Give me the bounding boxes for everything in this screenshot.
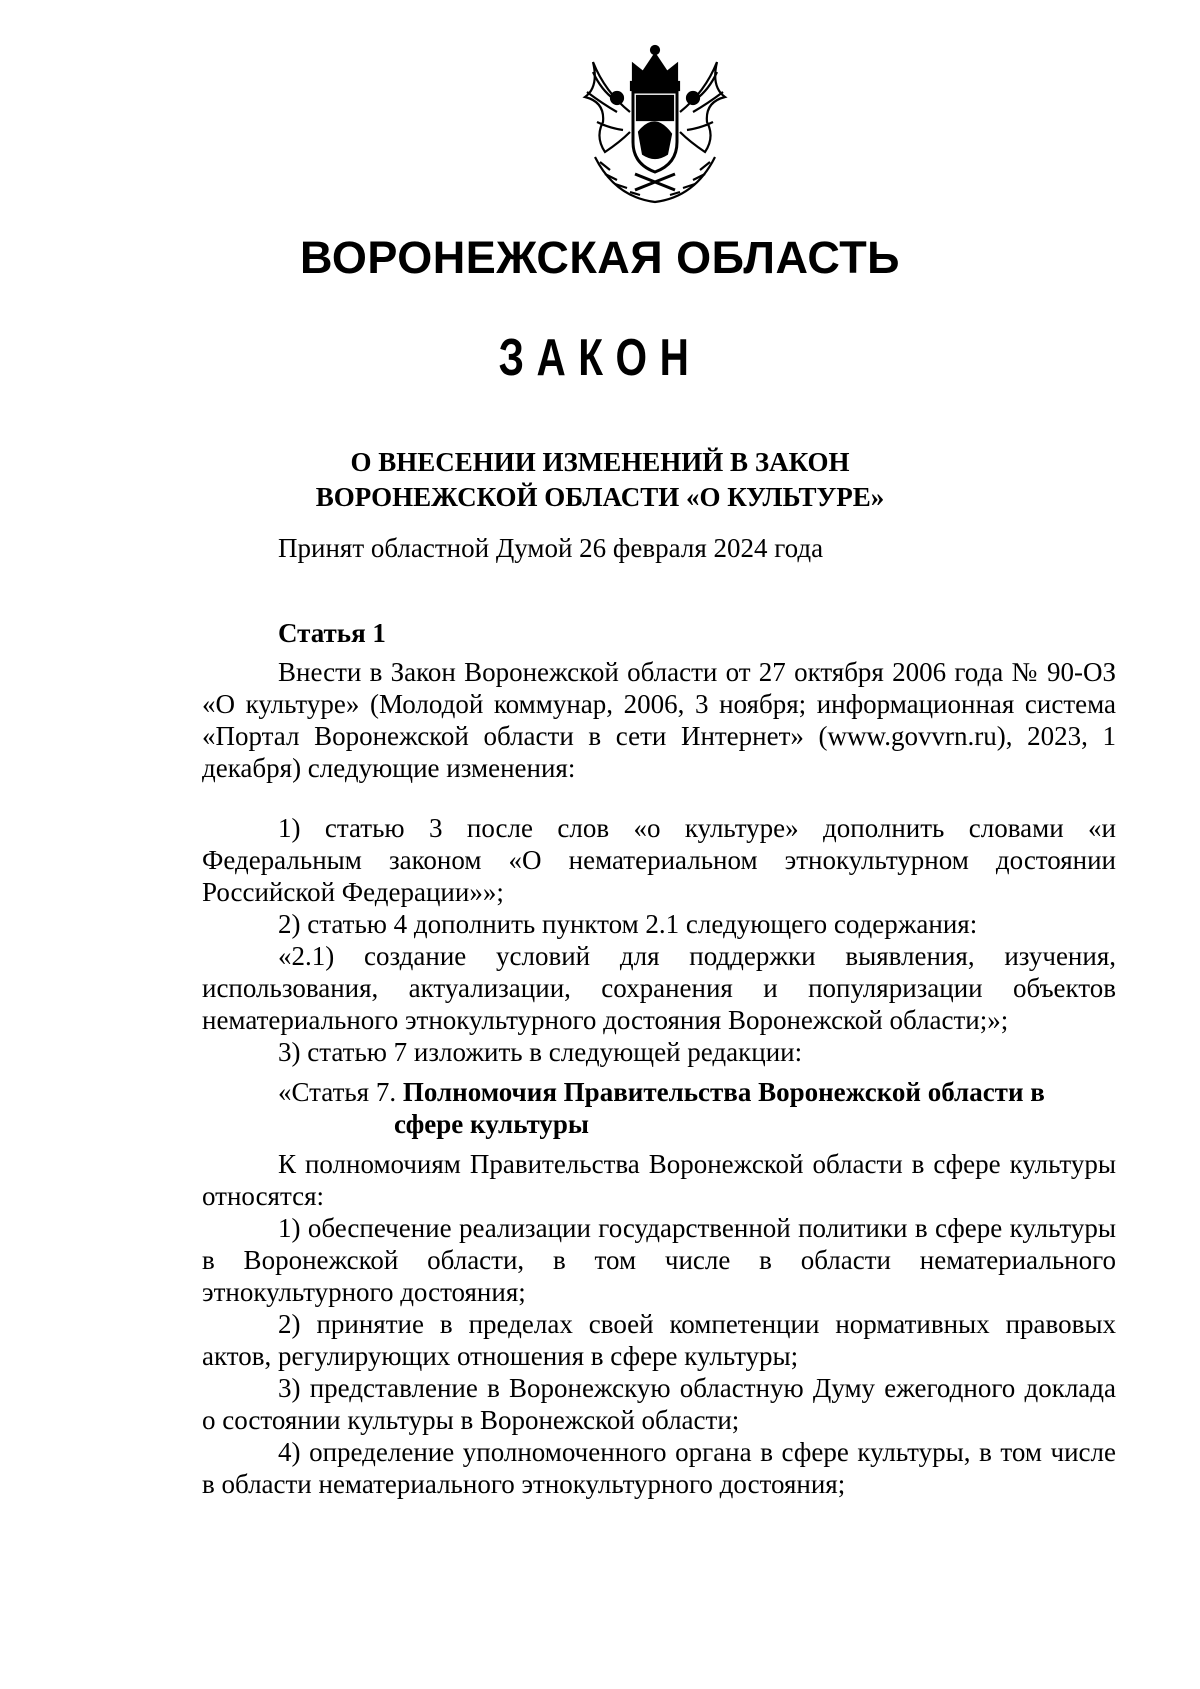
article-1-item-2-text: «2.1) создание условий для поддержки выявления, изучения, использования, актуализации, сохранения и популяризации объектов нематериального этнокультурного достояния Воронежской области;»; — [202, 941, 1116, 1035]
article-7-item-4: 4) определение уполномоченного органа в сфере культуры, в том числе в области нематериального этнокультурного достояния; — [202, 1437, 1116, 1499]
article-7-intro: К полномочиям Правительства Воронежской области в сфере культуры относятся: — [202, 1149, 1116, 1211]
law-title-line-2: ВОРОНЕЖСКОЙ ОБЛАСТИ «О КУЛЬТУРЕ» — [315, 482, 885, 512]
article-1-item-1: 1) статью 3 после слов «о культуре» дополнить словами «и Федеральным законом «О нематериальном этнокультурном достоянии Российской Федерации»»; — [202, 813, 1116, 907]
article-7-item-1: 1) обеспечение реализации государственной политики в сфере культуры в Воронежской области, в том числе в области нематериального этнокультурного достояния; — [202, 1213, 1116, 1307]
law-title-line-1: О ВНЕСЕНИИ ИЗМЕНЕНИЙ В ЗАКОН — [350, 447, 850, 477]
article-7-title-line-1: Полномочия Правительства Воронежской области в — [402, 1077, 1045, 1107]
article-1-heading: Статья 1 — [278, 618, 386, 648]
article-7-item-3: 3) представление в Воронежскую областную Думу ежегодного доклада о состоянии культуры в Воронежской области; — [202, 1373, 1116, 1435]
article-7-heading — [278, 1076, 1045, 1108]
article-1-item-2: 2) статью 4 дополнить пунктом 2.1 следующего содержания: — [278, 909, 978, 939]
region-name: ВОРОНЕЖСКАЯ ОБЛАСТЬ — [299, 232, 901, 283]
article-7-item-2: 2) принятие в пределах своей компетенции нормативных правовых актов, регулирующих отношения в сфере культуры; — [202, 1309, 1116, 1371]
article-1-intro: Внести в Закон Воронежской области от 27 октября 2006 года № 90-ОЗ «О культуре» (Молодой коммунар, 2006, 3 ноября; информационная система «Портал Воронежской области в сети Интернет» (www.govvrn.ru), 2023, 1 декабря) следующие изменения: — [202, 657, 1116, 783]
article-7-title-line-2: сфере культуры — [394, 1109, 589, 1139]
adoption-date: Принят областной Думой 26 февраля 2024 года — [278, 533, 824, 563]
article-1-item-3: 3) статью 7 изложить в следующей редакции: — [278, 1037, 803, 1067]
document-type: ЗАКОН — [498, 329, 702, 387]
article-7-prefix: «Статья 7. — [278, 1077, 397, 1107]
